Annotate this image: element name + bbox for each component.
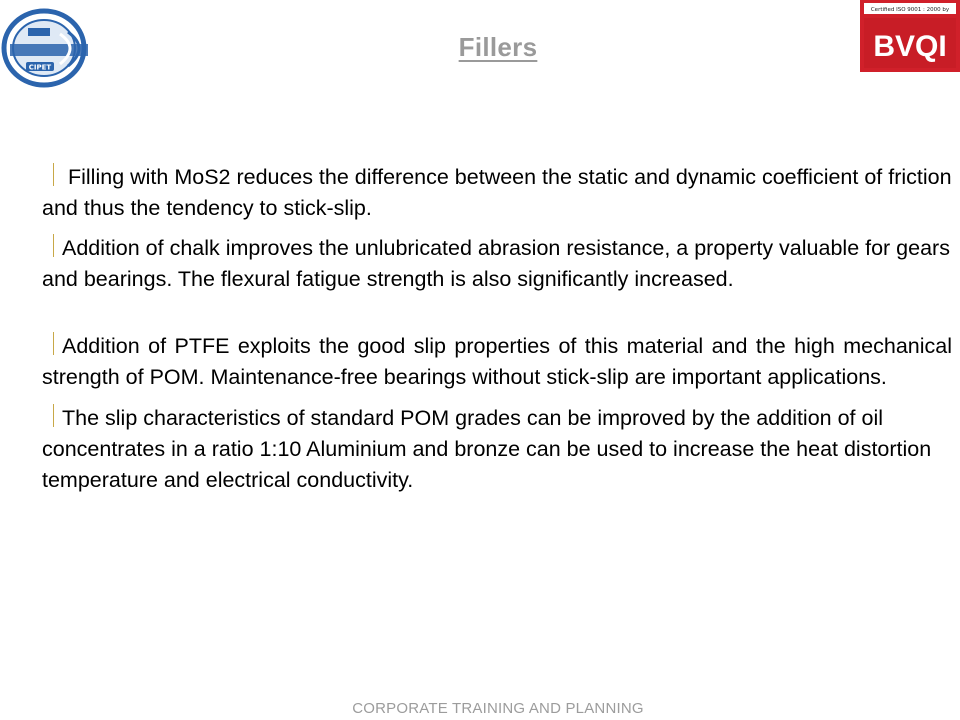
page-title: Fillers [458, 32, 538, 62]
bvqi-brand-text: BVQI [873, 30, 947, 63]
bullet-marker-icon [53, 404, 54, 427]
bullet-text: The slip characteristics of standard POM grades can be improved by the addition of oil concentrates in a ratio 1:10 Aluminium and bronze can be used to increase the heat distortion temperature and electrical conductivity. [42, 406, 932, 492]
bullet-marker-icon [53, 234, 54, 257]
list-item [42, 162, 952, 224]
cipet-logo-text: CIPET [28, 63, 52, 72]
bullet-text: Addition of chalk improves the unlubricated abrasion resistance, a property valuable for gears and bearings. The flexural fatigue strength is also significantly increased. [42, 236, 950, 291]
list-item [42, 331, 952, 393]
footer: CORPORATE TRAINING AND PLANNING [352, 700, 644, 717]
bullet-text: Addition of PTFE exploits the good slip properties of this material and the high mechanical strength of POM. Maintenance-free bearings without stick-slip are important applications. [42, 334, 952, 389]
certification-text: Certified ISO 9001 : 2000 by [870, 7, 950, 13]
list-item [42, 403, 952, 496]
bullet-marker-icon [53, 332, 54, 355]
list-item [42, 233, 952, 295]
bullet-text: Filling with MoS2 reduces the difference between the static and dynamic coefficient of friction and thus the tendency to stick-slip. [42, 165, 952, 220]
bullet-list [42, 162, 952, 496]
bullet-marker-icon [53, 163, 54, 186]
